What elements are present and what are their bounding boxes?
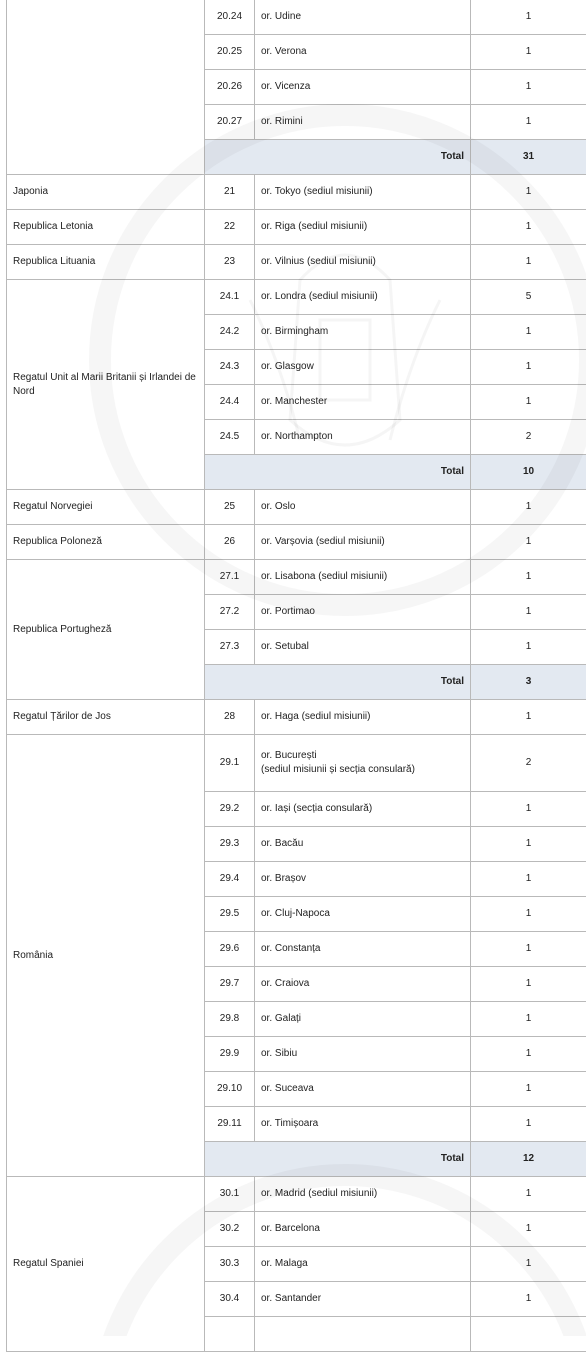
station-location [255, 560, 471, 595]
station-location [255, 490, 471, 525]
station-count: 1 [471, 1177, 586, 1212]
station-number: 20.26 [205, 70, 255, 105]
station-number: 20.24 [205, 0, 255, 35]
station-number: 24.4 [205, 385, 255, 420]
country-cell [7, 0, 205, 175]
station-number: 24.1 [205, 280, 255, 315]
station-count: 1 [471, 1072, 586, 1107]
country-cell: Regatul Țărilor de Jos [7, 700, 205, 735]
station-location [255, 280, 471, 315]
total-value: 3 [471, 665, 586, 700]
station-location [255, 420, 471, 455]
station-number: 29.9 [205, 1037, 255, 1072]
station-number: 27.1 [205, 560, 255, 595]
total-label: Total [205, 665, 471, 700]
station-location [255, 827, 471, 862]
location-text: or. Tokyo (sediul misiunii) [261, 186, 373, 197]
station-number: 30.4 [205, 1282, 255, 1317]
station-location [255, 792, 471, 827]
table-row [7, 245, 586, 280]
station-location [255, 1212, 471, 1247]
station-number: 21 [205, 175, 255, 210]
station-number: 30.2 [205, 1212, 255, 1247]
station-count: 1 [471, 175, 586, 210]
station-number: 29.11 [205, 1107, 255, 1142]
location-text: or. Verona [261, 46, 307, 57]
table-row [7, 525, 586, 560]
station-location [255, 630, 471, 665]
station-count: 1 [471, 245, 586, 280]
country-cell: Regatul Unit al Marii Britanii și Irlandei de Nord [7, 280, 205, 490]
station-count: 1 [471, 827, 586, 862]
station-number: 29.1 [205, 735, 255, 792]
table-row [7, 735, 586, 792]
location-text: or. Sibiu [261, 1048, 297, 1059]
location-text: or. Bacău [261, 838, 303, 849]
location-text: or. Vilnius (sediul misiunii) [261, 256, 376, 267]
station-count: 1 [471, 70, 586, 105]
station-count: 1 [471, 630, 586, 665]
station-location [255, 0, 471, 35]
location-text: or. Santander [261, 1293, 321, 1304]
country-cell: Republica Poloneză [7, 525, 205, 560]
station-count: 1 [471, 1037, 586, 1072]
location-text: or. Riga (sediul misiunii) [261, 221, 367, 232]
location-text: or. Northampton [261, 431, 333, 442]
country-cell: Japonia [7, 175, 205, 210]
station-location [255, 525, 471, 560]
table-row [7, 280, 586, 315]
station-count: 5 [471, 280, 586, 315]
location-text: or. Malaga [261, 1258, 308, 1269]
location-text: or. Brașov [261, 873, 306, 884]
table-row [7, 0, 586, 35]
station-number: 20.27 [205, 105, 255, 140]
location-text: or. Setubal [261, 641, 309, 652]
country-cell: Republica Portugheză [7, 560, 205, 700]
station-number: 30.1 [205, 1177, 255, 1212]
total-value: 31 [471, 140, 586, 175]
location-text: or. Galați [261, 1013, 301, 1024]
station-location [255, 175, 471, 210]
station-location [255, 1107, 471, 1142]
country-cell: Regatul Norvegiei [7, 490, 205, 525]
station-count: 1 [471, 967, 586, 1002]
location-text: or. Birmingham [261, 326, 328, 337]
station-location [255, 1037, 471, 1072]
station-location [255, 70, 471, 105]
table-row [7, 560, 586, 595]
location-text: or. Haga (sediul misiunii) [261, 711, 371, 722]
location-text: or. Glasgow [261, 361, 314, 372]
station-number: 29.7 [205, 967, 255, 1002]
station-number: 29.3 [205, 827, 255, 862]
location-text: or. Varșovia (sediul misiunii) [261, 536, 385, 547]
total-label: Total [205, 455, 471, 490]
station-location [255, 1072, 471, 1107]
station-location [255, 210, 471, 245]
station-count: 1 [471, 862, 586, 897]
location-text: or. Manchester [261, 396, 327, 407]
station-number: 22 [205, 210, 255, 245]
location-text: or. Portimao [261, 606, 315, 617]
location-text: or. Iași (secția consulară) [261, 803, 372, 814]
station-count: 1 [471, 1282, 586, 1317]
station-count: 2 [471, 735, 586, 792]
station-count: 1 [471, 1107, 586, 1142]
station-number: 30.3 [205, 1247, 255, 1282]
table-row [7, 700, 586, 735]
station-number: 24.3 [205, 350, 255, 385]
station-number: 29.5 [205, 897, 255, 932]
station-count: 1 [471, 700, 586, 735]
country-cell: Republica Lituania [7, 245, 205, 280]
station-count: 1 [471, 595, 586, 630]
station-number: 24.5 [205, 420, 255, 455]
total-label: Total [205, 140, 471, 175]
station-count: 1 [471, 792, 586, 827]
station-location [255, 932, 471, 967]
station-count: 1 [471, 1002, 586, 1037]
station-count: 1 [471, 932, 586, 967]
station-number: 27.2 [205, 595, 255, 630]
total-label: Total [205, 1142, 471, 1177]
station-count: 1 [471, 525, 586, 560]
station-number: 24.2 [205, 315, 255, 350]
station-location [255, 1177, 471, 1212]
location-text: or. Barcelona [261, 1223, 320, 1234]
station-number: 29.4 [205, 862, 255, 897]
station-count: 1 [471, 897, 586, 932]
location-text: or. București [261, 750, 317, 761]
table-body [7, 0, 586, 1352]
table-row [7, 490, 586, 525]
location-text: or. Craiova [261, 978, 309, 989]
station-count: 2 [471, 420, 586, 455]
station-location [255, 245, 471, 280]
station-location [255, 1247, 471, 1282]
station-location [255, 897, 471, 932]
station-location [255, 35, 471, 70]
station-number: 20.25 [205, 35, 255, 70]
station-number [205, 1317, 255, 1352]
station-count: 1 [471, 35, 586, 70]
station-number: 25 [205, 490, 255, 525]
station-number: 29.6 [205, 932, 255, 967]
location-text: or. Cluj-Napoca [261, 908, 330, 919]
total-value: 10 [471, 455, 586, 490]
station-location [255, 350, 471, 385]
table-row [7, 1177, 586, 1212]
location-text: or. Oslo [261, 501, 295, 512]
country-cell: Regatul Spaniei [7, 1177, 205, 1352]
station-number: 27.3 [205, 630, 255, 665]
total-value: 12 [471, 1142, 586, 1177]
station-count: 1 [471, 385, 586, 420]
station-location [255, 700, 471, 735]
station-count: 1 [471, 490, 586, 525]
station-number: 28 [205, 700, 255, 735]
station-count: 1 [471, 350, 586, 385]
polling-stations-table [6, 0, 586, 1352]
location-text: or. Constanța [261, 943, 320, 954]
station-location [255, 735, 471, 792]
station-number: 23 [205, 245, 255, 280]
station-count: 1 [471, 1247, 586, 1282]
location-text: or. Suceava [261, 1083, 314, 1094]
station-location [255, 385, 471, 420]
location-text: or. Udine [261, 11, 301, 22]
station-location [255, 1002, 471, 1037]
location-text: or. Timișoara [261, 1118, 318, 1129]
table-row [7, 175, 586, 210]
station-count: 1 [471, 210, 586, 245]
station-location [255, 315, 471, 350]
table-row [7, 210, 586, 245]
station-count: 1 [471, 560, 586, 595]
country-cell: România [7, 735, 205, 1177]
station-count: 1 [471, 315, 586, 350]
location-text: or. Vicenza [261, 81, 310, 92]
station-number: 29.2 [205, 792, 255, 827]
station-location [255, 1317, 471, 1352]
station-number: 26 [205, 525, 255, 560]
station-number: 29.8 [205, 1002, 255, 1037]
station-count: 1 [471, 0, 586, 35]
location-text: or. Lisabona (sediul misiunii) [261, 571, 387, 582]
country-cell: Republica Letonia [7, 210, 205, 245]
station-location [255, 967, 471, 1002]
location-note: (sediul misiunii și secția consulară) [261, 764, 415, 775]
station-number: 29.10 [205, 1072, 255, 1107]
station-count: 1 [471, 1212, 586, 1247]
station-count [471, 1317, 586, 1352]
location-text: or. Rimini [261, 116, 303, 127]
station-location [255, 1282, 471, 1317]
location-text: or. Madrid (sediul misiunii) [261, 1188, 377, 1199]
station-count: 1 [471, 105, 586, 140]
station-location [255, 595, 471, 630]
station-location [255, 862, 471, 897]
location-text: or. Londra (sediul misiunii) [261, 291, 378, 302]
station-location [255, 105, 471, 140]
